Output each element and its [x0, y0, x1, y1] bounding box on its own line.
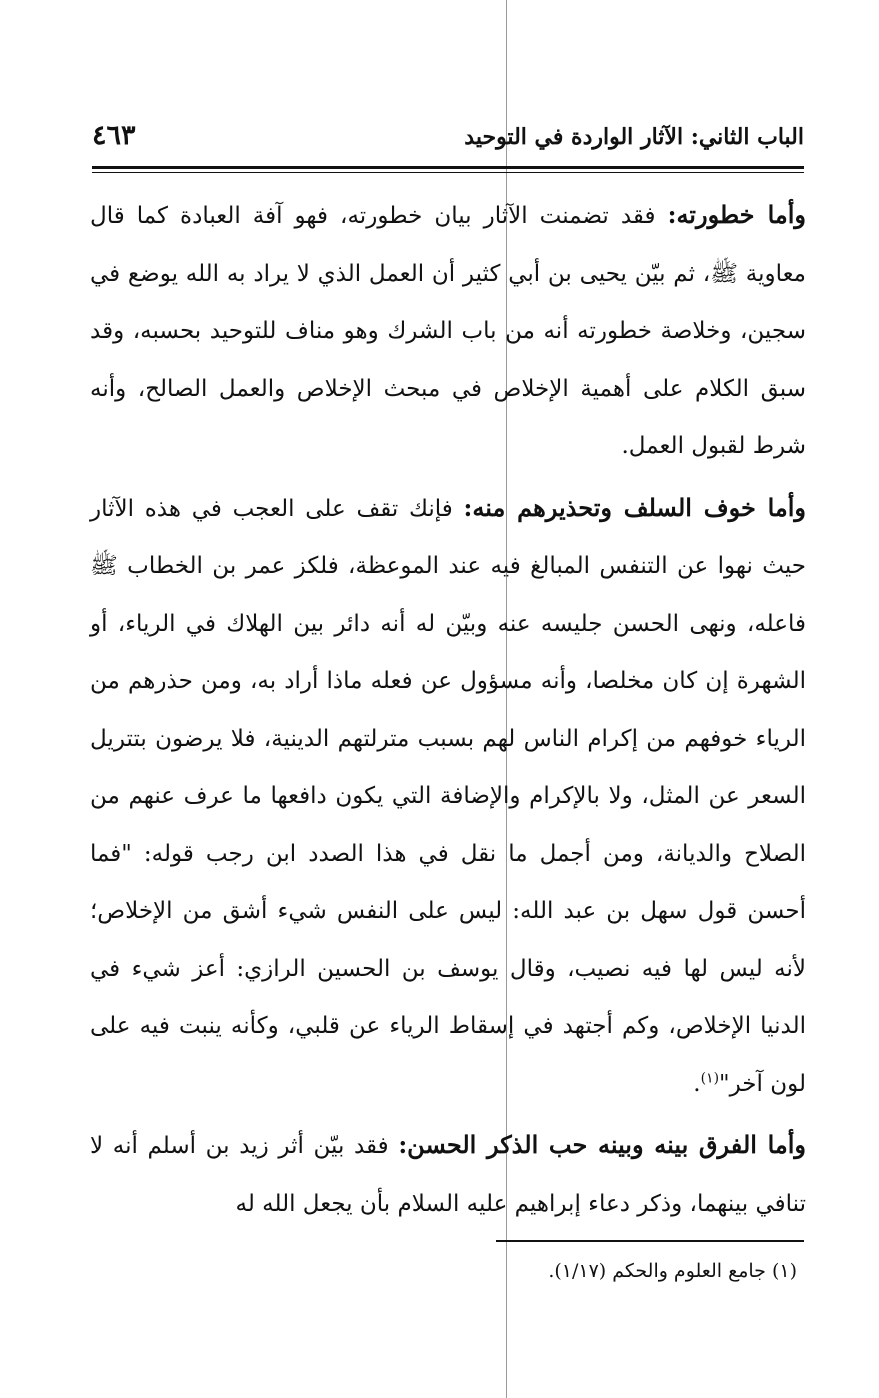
chapter-title: الباب الثاني: الآثار الواردة في التوحيد [464, 124, 804, 150]
paragraph-text: فقد تضمنت الآثار بيان خطورته، فهو آفة العبادة كما قال معاوية ﷺ، ثم بيّن يحيى بن أبي كثير أن العمل الذي لا يراد به الله يوضع في سجين، وخلاصة خطورته أنه من باب الشرك وهو مناف للتوحيد بحسبه، وقد سبق الكلام على أهمية الإخلاص في مبحث الإخلاص والعمل الصالح، وأنه شرط لقبول العمل. [90, 203, 806, 459]
main-text [90, 186, 806, 1233]
paragraph-text: فإنك تقف على العجب في هذه الآثار حيث نهوا عن التنفس المبالغ فيه عند الموعظة، فلكز عمر بن الخطاب ﷺ فاعله، ونهى الحسن جليسه عنه وبيّن له أنه دائر بين الهلاك في الرياء، أو الشهرة إن كان مخلصا، وأنه مسؤول عن فعله ماذا أراد به، ومن حذرهم من الرياء خوفهم من إكرام الناس لهم بسبب مترلتهم الدينية، فلا يرضون بتتريل السعر عن المثل، ولا بالإكرام والإضافة التي يكون دافعها ما عرف عنهم من الصلاح والديانة، ومن أجمل ما نقل في هذا الصدد ابن رجب قوله: "فما أحسن قول سهل بن عبد الله: ليس على النفس شيء أشق من الإخلاص؛ لأنه ليس لها فيه نصيب، وقال يوسف بن الحسين الرازي: أعز شيء في الدنيا الإخلاص، وكم أجتهد في إسقاط الرياء عن قلبي، وكأنه ينبت فيه على لون آخر" [90, 495, 806, 1097]
paragraph-tail: . [693, 1070, 701, 1097]
footnote-reference[interactable]: (١) [700, 1069, 720, 1086]
header-rule-thick [92, 166, 804, 169]
footnote: (١) جامع العلوم والحكم (١/١٧). [548, 1260, 797, 1282]
footnote-separator [496, 1240, 804, 1242]
paragraph-lead: وأما خوف السلف وتحذيرهم منه: [463, 492, 807, 522]
paragraph-lead: وأما الفرق بينه وبينه حب الذكر الحسن: [398, 1130, 807, 1159]
paragraph-danger [90, 186, 806, 476]
paragraph-difference [90, 1116, 806, 1233]
page-number: ٤٦٣ [92, 120, 136, 151]
paragraph-lead: وأما خطورته: [667, 200, 806, 229]
header-rule-thin [92, 172, 804, 173]
paragraph-salaf-fear [90, 479, 806, 1114]
paragraph-text: فقد بيّن أثر زيد بن أسلم أنه لا تنافي بينهما، وذكر دعاء إبراهيم عليه السلام بأن يجعل الله له [90, 1133, 806, 1217]
running-header [92, 118, 804, 162]
